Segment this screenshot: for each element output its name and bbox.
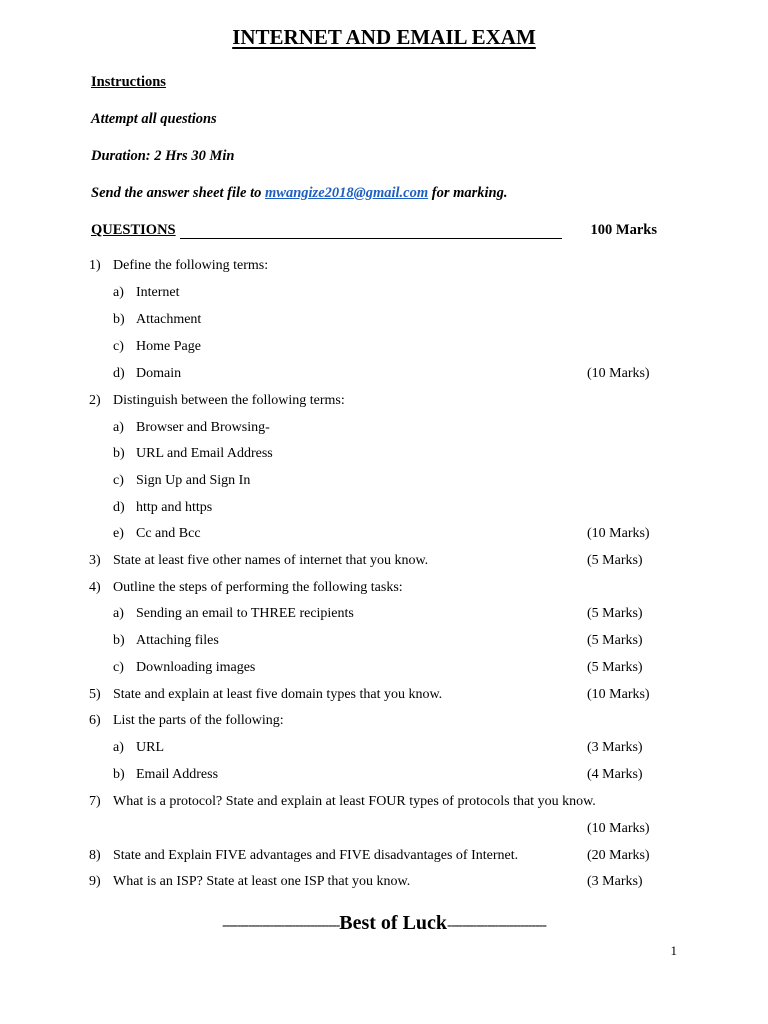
question-number: 5) bbox=[89, 687, 101, 702]
sub-question-row bbox=[0, 767, 768, 787]
send-prefix: Send the answer sheet file to bbox=[91, 185, 266, 201]
footer-dashes-left: -------------------------------- bbox=[222, 918, 340, 933]
question-row bbox=[0, 393, 768, 413]
question-marks: (3 Marks) bbox=[587, 740, 643, 755]
question-number: 2) bbox=[89, 393, 101, 408]
instructions-heading: Instructions bbox=[91, 74, 166, 90]
sub-question-letter: a) bbox=[113, 420, 124, 435]
sub-question-letter: b) bbox=[113, 633, 125, 648]
sub-question-letter: c) bbox=[113, 660, 124, 675]
question-marks: (5 Marks) bbox=[587, 553, 643, 568]
sub-question-text: Attaching files bbox=[136, 633, 219, 648]
question-row bbox=[0, 794, 768, 814]
question-marks: (5 Marks) bbox=[587, 660, 643, 675]
question-row bbox=[0, 874, 768, 894]
question-text: List the parts of the following: bbox=[113, 713, 284, 728]
question-marks: (5 Marks) bbox=[587, 633, 643, 648]
sub-question-row bbox=[0, 366, 768, 386]
sub-question-letter: b) bbox=[113, 446, 125, 461]
question-number: 8) bbox=[89, 848, 101, 863]
sub-question-text: Browser and Browsing- bbox=[136, 420, 270, 435]
email-link[interactable]: mwangize2018@gmail.com bbox=[265, 185, 429, 201]
question-marks: (4 Marks) bbox=[587, 767, 643, 782]
sub-question-text: Cc and Bcc bbox=[136, 526, 201, 541]
sub-question-text: Sign Up and Sign In bbox=[136, 473, 251, 488]
question-marks: (10 Marks) bbox=[587, 821, 650, 836]
question-text: Distinguish between the following terms: bbox=[113, 393, 345, 408]
question-number: 7) bbox=[89, 794, 101, 809]
instruction-attempt: Attempt all questions bbox=[91, 111, 217, 127]
sub-question-row bbox=[0, 606, 768, 626]
sub-question-text: Home Page bbox=[136, 339, 201, 354]
sub-question-letter: a) bbox=[113, 285, 124, 300]
sub-question-letter: e) bbox=[113, 526, 124, 541]
sub-question-row bbox=[0, 633, 768, 653]
question-marks: (5 Marks) bbox=[587, 606, 643, 621]
sub-question-row bbox=[0, 285, 768, 305]
question-text: State and Explain FIVE advantages and FIVE disadvantages of Internet. bbox=[113, 848, 519, 863]
sub-question-letter: a) bbox=[113, 740, 124, 755]
total-marks: 100 Marks bbox=[590, 222, 657, 238]
sub-question-letter: b) bbox=[113, 312, 125, 327]
sub-question-row bbox=[0, 446, 768, 466]
question-row bbox=[0, 848, 768, 868]
best-of-luck-text: Best of Luck bbox=[339, 912, 448, 934]
question-row bbox=[0, 687, 768, 707]
sub-question-row bbox=[0, 740, 768, 760]
question-marks: (10 Marks) bbox=[587, 687, 650, 702]
question-row bbox=[0, 258, 768, 278]
sub-question-text: Attachment bbox=[136, 312, 202, 327]
sub-question-letter: b) bbox=[113, 767, 125, 782]
sub-question-row bbox=[0, 660, 768, 680]
sub-question-text: Downloading images bbox=[136, 660, 256, 675]
sub-question-text: Internet bbox=[136, 285, 180, 300]
question-text: What is an ISP? State at least one ISP that you know. bbox=[113, 874, 411, 889]
question-marks: (3 Marks) bbox=[587, 874, 643, 889]
question-marks: (10 Marks) bbox=[587, 366, 650, 381]
question-number: 6) bbox=[89, 713, 101, 728]
question-row bbox=[0, 580, 768, 600]
sub-question-text: Email Address bbox=[136, 767, 219, 782]
sub-question-text: Domain bbox=[136, 366, 182, 381]
sub-question-text: http and https bbox=[136, 500, 213, 515]
sub-question-letter: d) bbox=[113, 366, 125, 381]
question-number: 3) bbox=[89, 553, 101, 568]
question-row bbox=[0, 553, 768, 573]
sub-question-text: URL and Email Address bbox=[136, 446, 273, 461]
sub-question-row bbox=[0, 420, 768, 440]
send-suffix: for marking. bbox=[428, 185, 508, 201]
page-number: 1 bbox=[670, 943, 677, 958]
question-number: 9) bbox=[89, 874, 101, 889]
question-text: State at least five other names of internet that you know. bbox=[113, 553, 429, 568]
sub-question-row bbox=[0, 312, 768, 332]
question-text: Define the following terms: bbox=[113, 258, 269, 273]
question-number: 1) bbox=[89, 258, 101, 273]
questions-label: QUESTIONS bbox=[91, 222, 176, 238]
footer-message bbox=[0, 912, 768, 935]
question-text: What is a protocol? State and explain at least FOUR types of protocols that you know. bbox=[113, 794, 596, 809]
instruction-duration: Duration: 2 Hrs 30 Min bbox=[91, 148, 235, 164]
sub-question-row bbox=[0, 526, 768, 546]
header-rule bbox=[180, 238, 562, 239]
question-marks: (10 Marks) bbox=[587, 526, 650, 541]
question-row bbox=[0, 713, 768, 733]
sub-question-letter: d) bbox=[113, 500, 125, 515]
question-text: Outline the steps of performing the following tasks: bbox=[113, 580, 403, 595]
sub-question-row bbox=[0, 473, 768, 493]
question-marks: (20 Marks) bbox=[587, 848, 650, 863]
sub-question-text: Sending an email to THREE recipients bbox=[136, 606, 354, 621]
sub-question-text: URL bbox=[136, 740, 164, 755]
question-number: 4) bbox=[89, 580, 101, 595]
questions-header bbox=[91, 222, 657, 242]
instruction-send bbox=[91, 185, 508, 202]
question-text: State and explain at least five domain types that you know. bbox=[113, 687, 443, 702]
footer-dashes-right: --------------------------- bbox=[447, 918, 546, 933]
question-row bbox=[0, 821, 768, 841]
sub-question-letter: c) bbox=[113, 339, 124, 354]
sub-question-letter: a) bbox=[113, 606, 124, 621]
sub-question-row bbox=[0, 339, 768, 359]
exam-title: INTERNET AND EMAIL EXAM bbox=[232, 25, 536, 49]
sub-question-row bbox=[0, 500, 768, 520]
sub-question-letter: c) bbox=[113, 473, 124, 488]
